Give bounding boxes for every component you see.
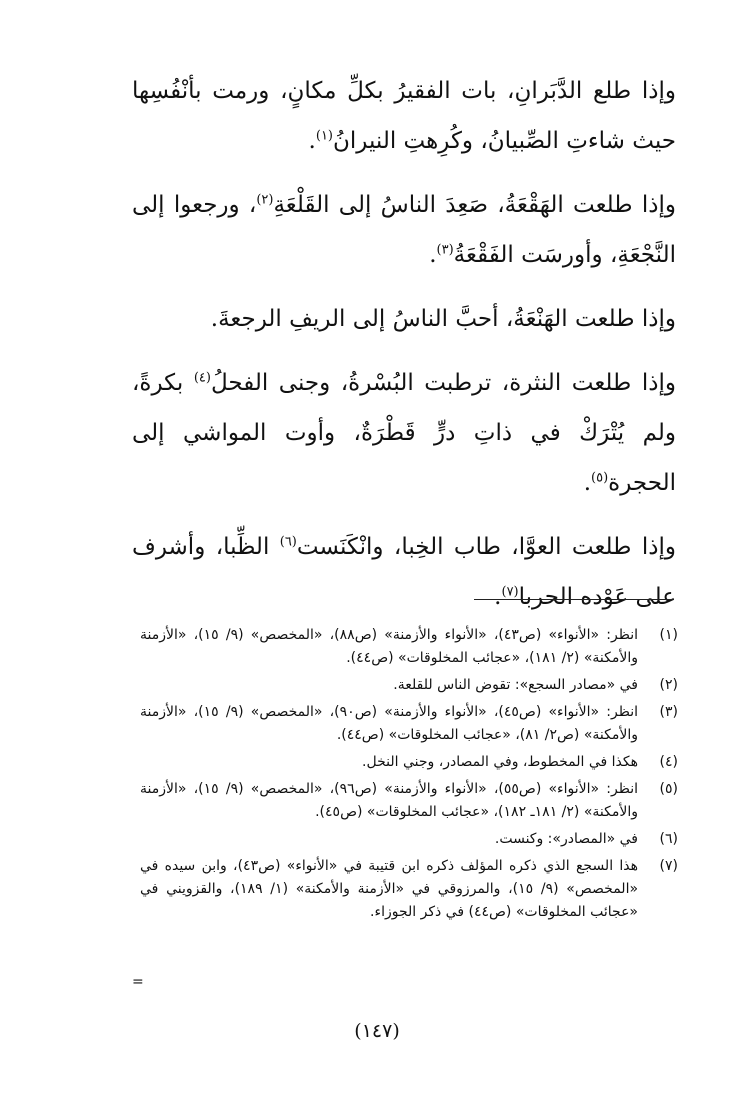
- footnote-separator: [474, 599, 674, 600]
- text-run: .: [429, 242, 437, 268]
- footnote-number: (٥): [659, 781, 678, 797]
- continuation-mark: =: [132, 974, 144, 990]
- text-run: ، ورجعوا إلى النَّجْعَةِ، وأورسَت الفَقْعَةُ: [132, 192, 676, 268]
- footnote-ref[interactable]: (٥): [591, 470, 609, 486]
- footnote-ref[interactable]: (٧): [501, 584, 519, 600]
- text-run: .: [494, 584, 502, 610]
- footnote-number: (٧): [659, 858, 678, 874]
- footnote-ref[interactable]: (٤): [193, 370, 211, 386]
- text-run: وإذا طلعت العوَّا، طاب الخِبا، وانْكَنَست: [296, 534, 676, 560]
- text-run: الظِّبا، وأشرف على عَوْده الحربا: [132, 534, 676, 610]
- footnote-item: [140, 778, 678, 824]
- footnote-item: [140, 751, 678, 774]
- footnote-number: (٣): [659, 704, 678, 720]
- footnote-ref[interactable]: (٣): [436, 242, 454, 258]
- footnote-text: انظر: «الأنواء» (ص٤٥)، «الأنواء والأزمنة» (ص٩٠)، «المخصص» (٩/ ١٥)، «الأزمنة والأمكنة» (ص٢/ ٨١)، «عجائب المخلوقات» (ص٤٤).: [140, 704, 638, 743]
- footnote-text: انظر: «الأنواء» (ص٤٣)، «الأنواء والأزمنة» (ص٨٨)، «المخصص» (٩/ ١٥)، «الأزمنة والأمكنة» (٢/ ١٨١)، «عجائب المخلوقات» (ص٤٤).: [140, 627, 638, 666]
- paragraph-hana: [132, 294, 676, 344]
- footnote-number: (٦): [659, 831, 678, 847]
- text-run: بكرةً، ولم يُتْرَكْ في ذاتِ درٍّ قَطْرَةٌ، وأوت المواشي إلى الحجرة: [132, 370, 676, 496]
- footnote-item: [140, 624, 678, 670]
- footnote-text: هكذا في المخطوط، وفي المصادر، وجني النخل.: [362, 754, 638, 770]
- footnote-item: [140, 674, 678, 697]
- footnote-number: (١): [659, 627, 678, 643]
- footnote-number: (٤): [659, 754, 678, 770]
- footnote-text: هذا السجع الذي ذكره المؤلف ذكره ابن قتيبة في «الأنواء» (ص٤٣)، وابن سيده في «المخصص» (٩/ ١٥)، والمرزوقي في «الأزمنة والأمكنة» (١/ ١٨٩)، والقزويني في «عجائب المخلوقات» (ص٤٤) في ذكر الجوزاء.: [140, 858, 639, 920]
- footnote-item: [140, 701, 678, 747]
- text-run: وإذا طلع الدَّبَرانِ، بات الفقيرُ بكلِّ مكانٍ، ورمت بأنْفُسِها حيث شاءتِ الصِّبيانُ، وكُرِهتِ النيرانُ: [132, 78, 676, 154]
- footnote-ref[interactable]: (٦): [279, 534, 297, 550]
- footnote-item: [140, 855, 678, 924]
- footnote-ref[interactable]: (١): [315, 128, 333, 144]
- page-number: (١٤٧): [354, 1020, 400, 1042]
- paragraph-awwa: [132, 522, 676, 622]
- paragraph-haqa: [132, 180, 676, 280]
- text-run: .: [583, 470, 592, 496]
- text-run: وإذا طلعت النثرة، ترطبت البُسْرةُ، وجنى الفحلُ: [210, 370, 677, 396]
- footnote-text: في «المصادر»: وكنست.: [494, 831, 638, 847]
- main-text: [132, 66, 676, 636]
- text-run: وإذا طلعت الهَقْعَةُ، صَعِدَ الناسُ إلى القَلْعَةِ: [273, 192, 676, 218]
- footnote-text: انظر: «الأنواء» (ص٥٥)، «الأنواء والأزمنة» (ص٩٦)، «المخصص» (٩/ ١٥)، «الأزمنة والأمكنة» (٢/ ١٨١ـ ١٨٢)، «عجائب المخلوقات» (ص٤٥).: [140, 781, 638, 820]
- footnotes: [140, 624, 678, 928]
- footnote-ref[interactable]: (٢): [256, 192, 274, 208]
- footnote-item: [140, 828, 678, 851]
- footnote-number: (٢): [659, 677, 678, 693]
- text-run: وإذا طلعت الهَنْعَةُ، أحبَّ الناسُ إلى الريفِ الرجعةَ.: [210, 306, 676, 332]
- paragraph-dabaran: [132, 66, 676, 166]
- text-run: .: [308, 128, 316, 154]
- footnote-text: في «مصادر السجع»: تقوض الناس للقلعة.: [393, 677, 638, 693]
- paragraph-nathra: [132, 358, 676, 508]
